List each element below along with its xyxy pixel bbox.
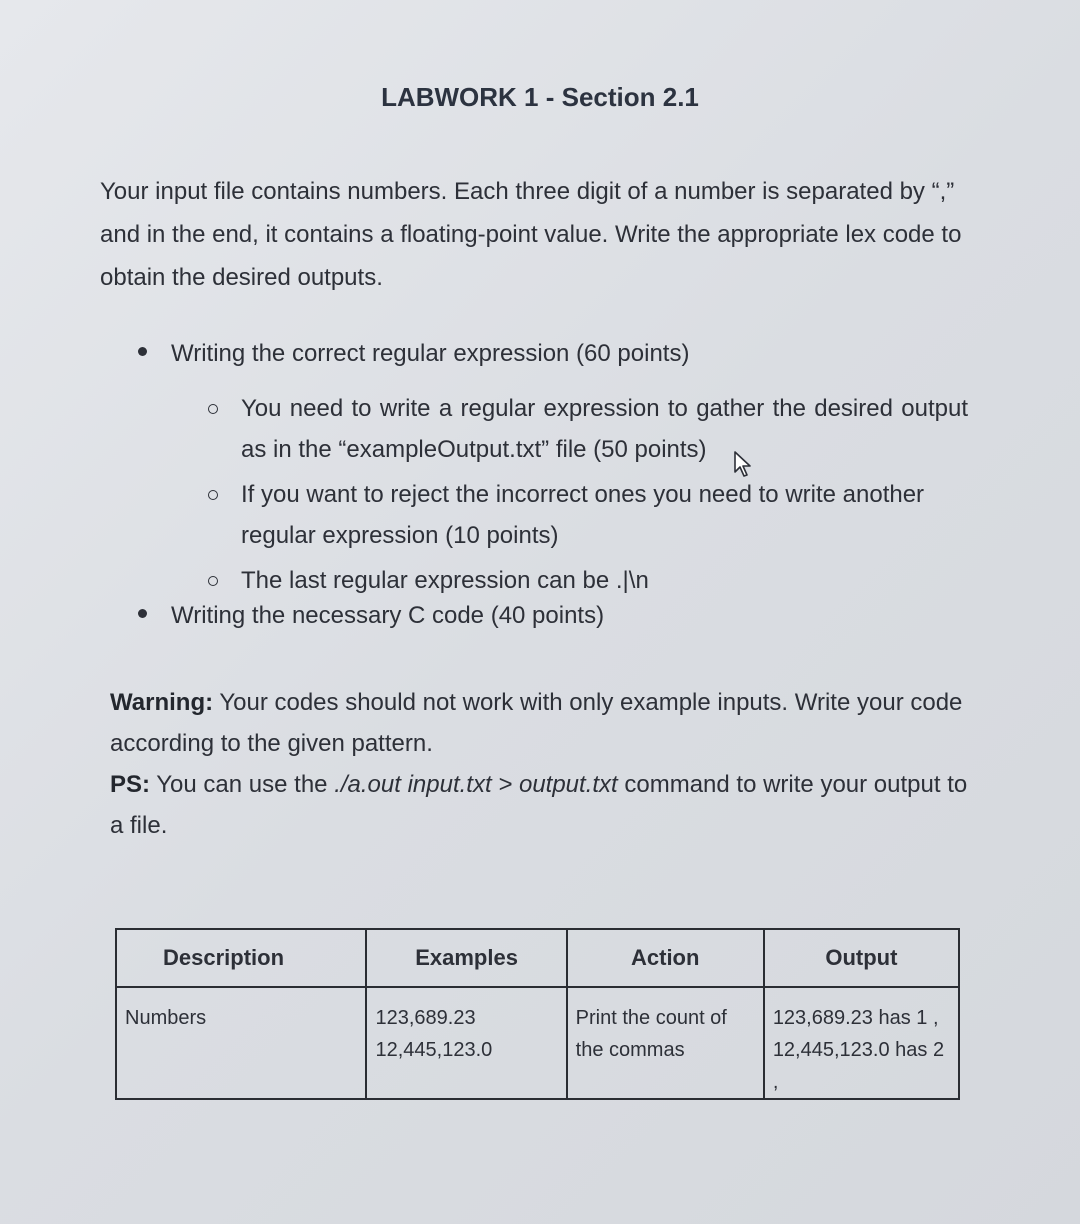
header-output: Output bbox=[764, 929, 959, 987]
example-1: 123,689.23 bbox=[375, 1007, 476, 1029]
sub-bullet-2-text: If you want to reject the incorrect ones you need to write another regular expression (10 points) bbox=[241, 481, 925, 549]
sub-bullet-1 bbox=[208, 388, 968, 470]
bullet-c-code-text: Writing the necessary C code (40 points) bbox=[171, 602, 605, 629]
bullet-dot-icon bbox=[138, 609, 147, 618]
sub-bullet-3-text: The last regular expression can be .|\n bbox=[241, 567, 649, 594]
ps-text-2: command to write your output to a file. bbox=[110, 771, 968, 839]
header-examples: Examples bbox=[366, 929, 566, 987]
ps-text-1: You can use the bbox=[150, 771, 335, 798]
bullet-dot-icon bbox=[138, 347, 147, 356]
cell-output bbox=[764, 987, 959, 1099]
cell-description: Numbers bbox=[116, 987, 366, 1099]
sub-bullet-1-text: You need to write a regular expression to gather the desired output as in the “exampleOutput.txt” file (50 points) bbox=[241, 395, 968, 463]
warning-label: Warning: bbox=[110, 689, 214, 716]
bullet-regex-text: Writing the correct regular expression (60 points) bbox=[171, 340, 690, 367]
cell-examples bbox=[366, 987, 566, 1099]
sub-bullet-3 bbox=[208, 560, 968, 601]
ps-command: ./a.out input.txt > output.txt bbox=[334, 771, 618, 798]
circle-bullet-icon bbox=[208, 490, 218, 500]
sub-bullet-2 bbox=[208, 474, 968, 556]
header-action: Action bbox=[567, 929, 764, 987]
output-1: 123,689.23 has 1 , bbox=[772, 1007, 939, 1029]
mouse-pointer-icon bbox=[732, 450, 756, 480]
warning-paragraph bbox=[110, 682, 980, 764]
circle-bullet-icon bbox=[208, 576, 218, 586]
output-2: 12,445,123.0 has 2 , bbox=[772, 1039, 945, 1093]
warning-text: Your codes should not work with only example inputs. Write your code according to the given pattern. bbox=[110, 689, 963, 757]
ps-paragraph bbox=[110, 764, 980, 846]
example-2: 12,445,123.0 bbox=[375, 1039, 493, 1061]
header-description: Description bbox=[116, 929, 366, 987]
ps-label: PS: bbox=[110, 771, 151, 798]
bullet-regex bbox=[138, 340, 689, 368]
spec-table bbox=[115, 928, 960, 1100]
table-header-row bbox=[116, 929, 959, 987]
bullet-c-code bbox=[138, 602, 604, 630]
intro-paragraph: Your input file contains numbers. Each three digit of a number is separated by “,” and in the end, it contains a floating-point value. Write the appropriate lex code to obtain the desired outputs. bbox=[100, 178, 962, 291]
page-title: LABWORK 1 - Section 2.1 bbox=[381, 82, 699, 112]
cell-action: Print the count of the commas bbox=[567, 987, 764, 1099]
circle-bullet-icon bbox=[208, 404, 218, 414]
table-row bbox=[116, 987, 959, 1099]
